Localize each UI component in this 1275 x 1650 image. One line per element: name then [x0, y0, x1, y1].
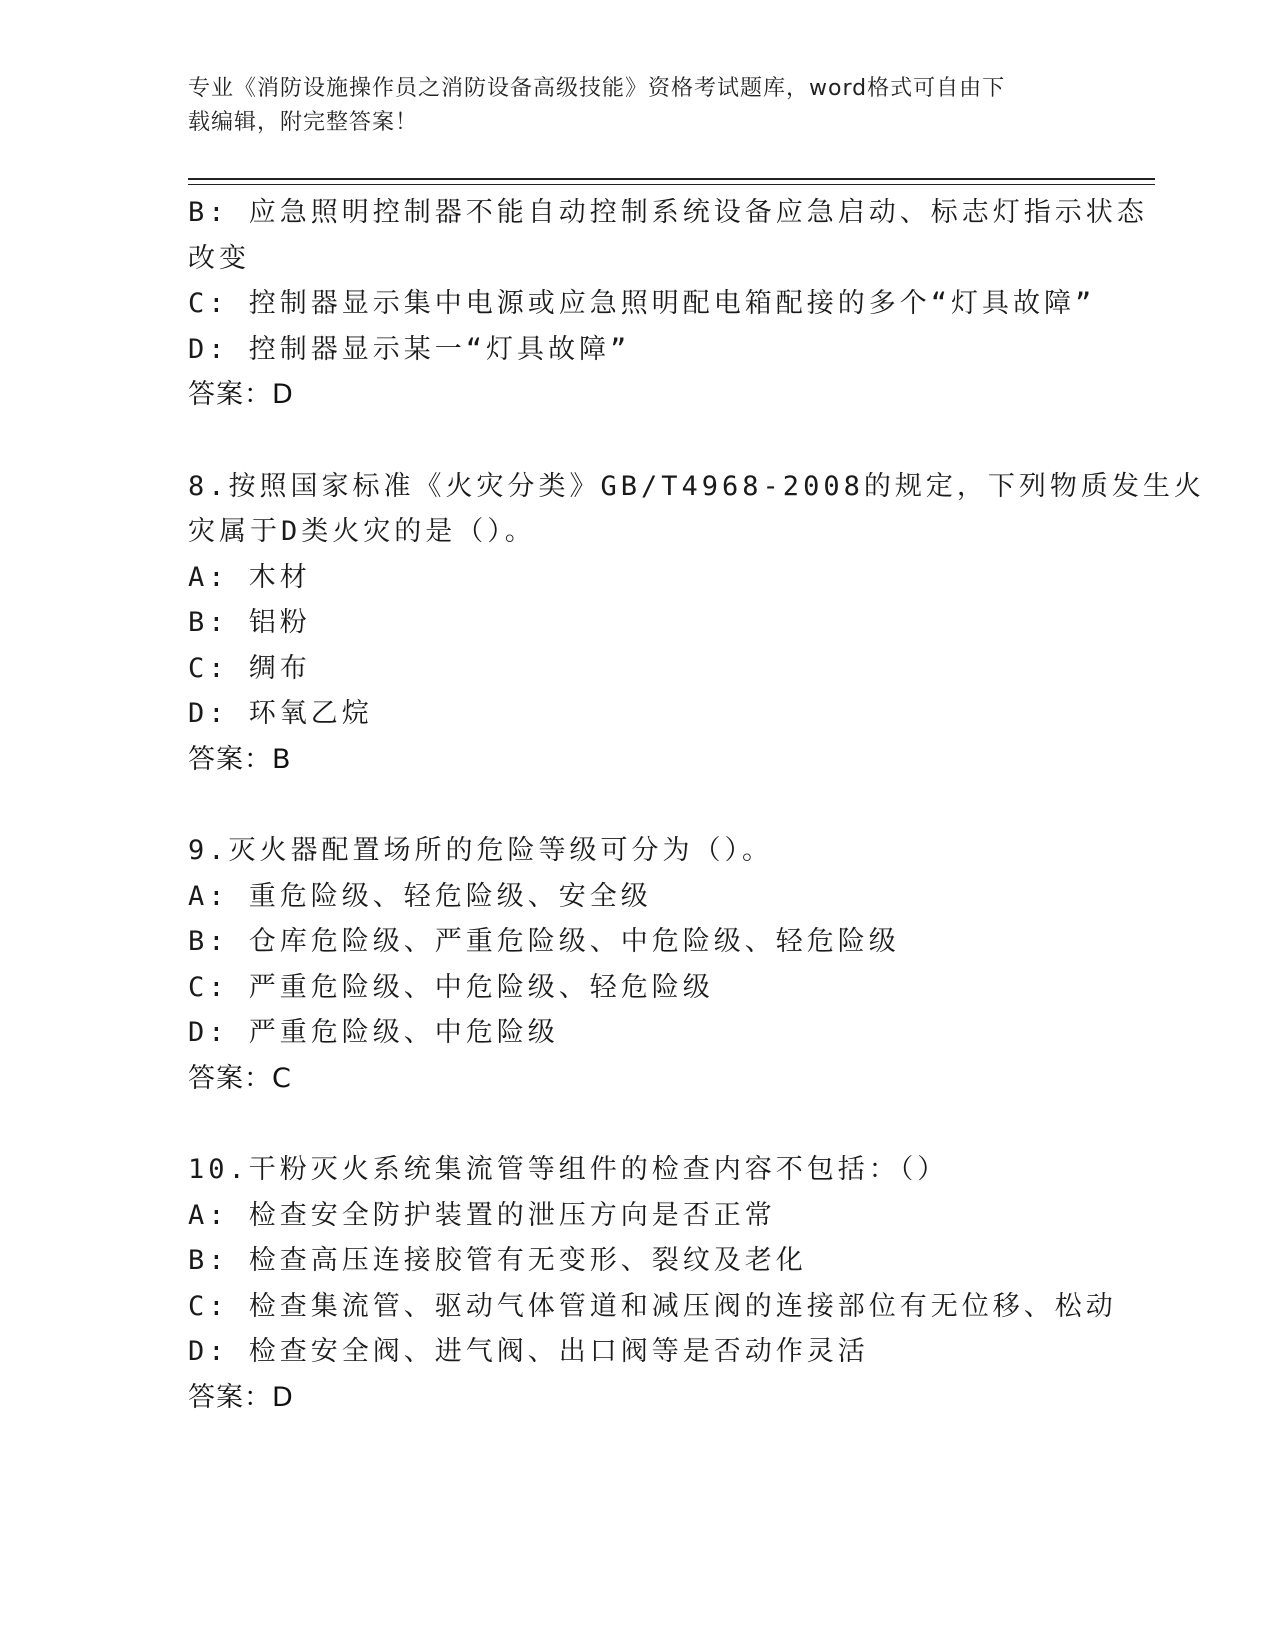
q10-option-c: C: 检查集流管、驱动气体管道和减压阀的连接部位有无位移、松动 — [188, 1290, 1117, 1322]
header-divider-thick — [188, 178, 1155, 180]
q10-option-a: A: 检查安全防护装置的泄压方向是否正常 — [188, 1199, 776, 1231]
q10-answer: 答案：D — [188, 1381, 294, 1413]
spacer — [188, 1101, 1088, 1147]
question-8-block — [188, 464, 1205, 783]
document-header — [188, 72, 1078, 140]
q10-question: 10.干粉灭火系统集流管等组件的检查内容不包括：（） — [188, 1154, 949, 1185]
header-line-2: 载编辑，附完整答案！ — [188, 110, 419, 135]
question-list — [188, 190, 1205, 1420]
q7-answer: 答案：D — [188, 379, 294, 410]
q9-option-b: B: 仓库危险级、严重危险级、中危险级、轻危险级 — [188, 926, 900, 957]
q9-option-d: D: 严重危险级、中危险级 — [188, 1017, 559, 1048]
q8-option-a: A: 木材 — [188, 561, 311, 593]
q8-question-line-2: 灾属于D类火灾的是（）。 — [188, 516, 536, 547]
q7-option-c: C: 控制器显示集中电源或应急照明配电箱配接的多个“灯具故障” — [188, 288, 1096, 319]
q7-option-b-line-2: 改变 — [188, 242, 250, 274]
header-line-1: 专业《消防设施操作员之消防设备高级技能》资格考试题库，word格式可自由下 — [188, 76, 1006, 101]
spacer — [188, 418, 1088, 464]
q8-option-b: B: 铝粉 — [188, 607, 311, 638]
q9-option-c: C: 严重危险级、中危险级、轻危险级 — [188, 971, 714, 1003]
q8-option-c: C: 绸布 — [188, 652, 311, 684]
q9-question: 9.灭火器配置场所的危险等级可分为（）。 — [188, 835, 774, 866]
q7-option-b-line-1: B: 应急照明控制器不能自动控制系统设备应急启动、标志灯指示状态 — [188, 197, 1148, 228]
q8-answer: 答案：B — [188, 743, 292, 775]
spacer — [188, 782, 1088, 828]
q8-option-d: D: 环氧乙烷 — [188, 698, 373, 729]
q10-option-b: B: 检查高压连接胶管有无变形、裂纹及老化 — [188, 1245, 807, 1276]
q9-answer: 答案：C — [188, 1062, 292, 1094]
question-10-block — [188, 1147, 1117, 1420]
q9-option-a: A: 重危险级、轻危险级、安全级 — [188, 880, 652, 912]
q10-option-d: D: 检查安全阀、进气阀、出口阀等是否动作灵活 — [188, 1336, 869, 1367]
question-9-block — [188, 828, 1088, 1101]
q8-question-line-1: 8.按照国家标准《火灾分类》GB/T4968-2008的规定，下列物质发生火 — [188, 470, 1205, 502]
header-divider-thin — [188, 184, 1155, 185]
question-7-block — [188, 190, 1148, 418]
q7-option-d: D: 控制器显示某一“灯具故障” — [188, 333, 631, 365]
